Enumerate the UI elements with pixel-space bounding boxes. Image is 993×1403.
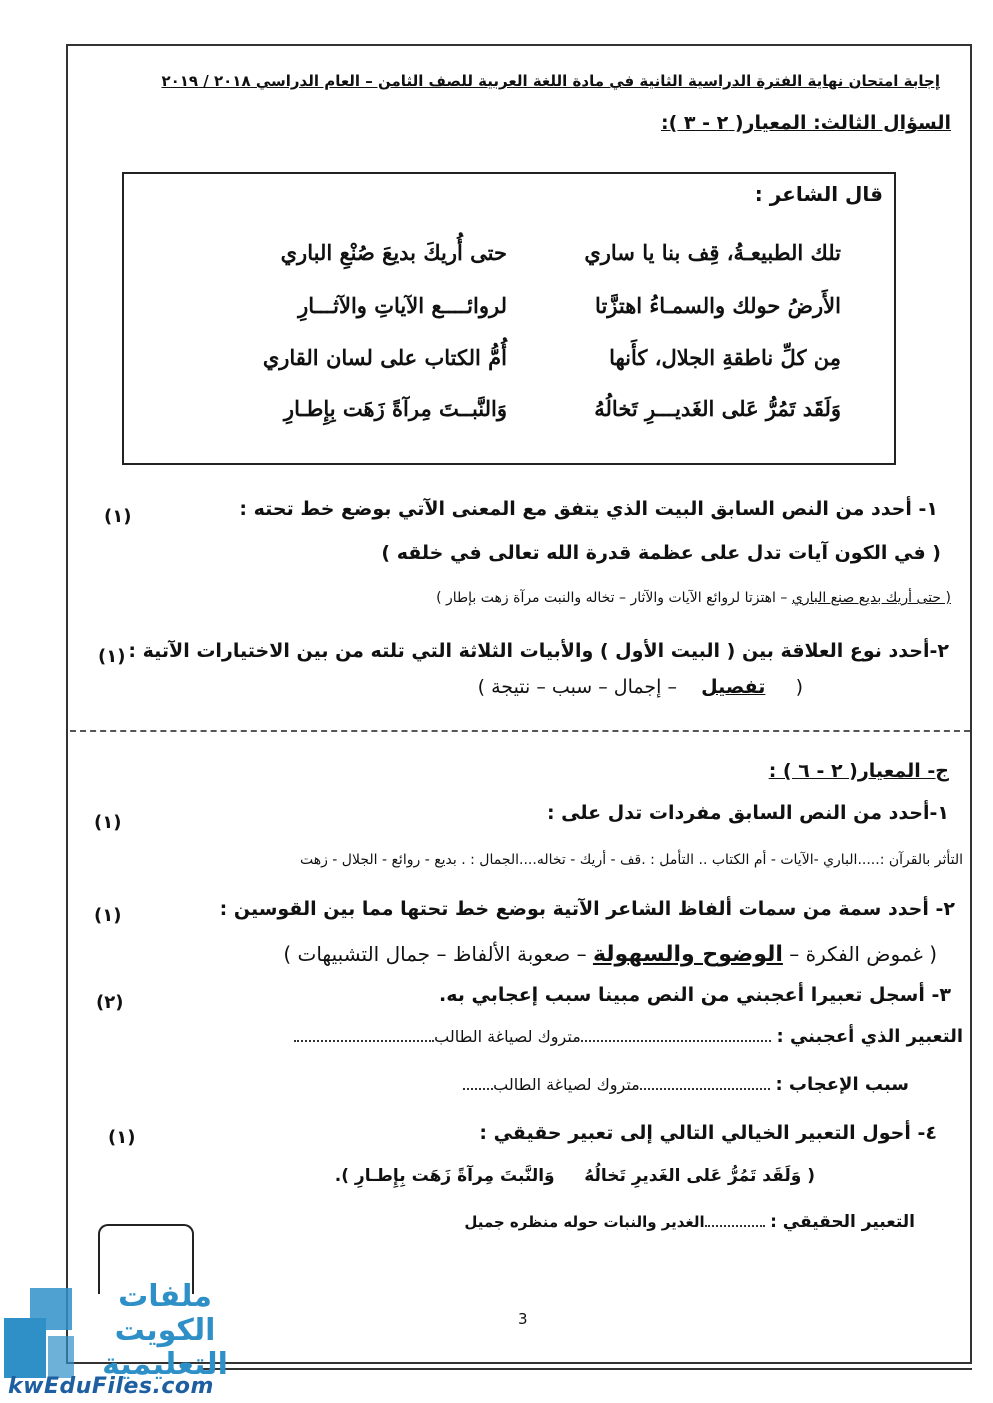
c4-quote: ( وَلَقَد تَمُرُّ عَلى الغَديرِ تَخالُهُ وَالنَّبتَ مِرآةً زَهَت بِإِطـارِ ). xyxy=(334,1166,815,1186)
c1-answer: التأثر بالقرآن :.....الباري -الآيات - أم الكتاب .. التأمل : .قف - أريك - تخاله....الجمال : . بديع - روائع - الجلال - زهت xyxy=(299,852,963,868)
c3-mark: (٢) xyxy=(96,992,124,1013)
c4-answer-line: التعبير الحقيقي : الغدير والنبات حوله منظره جميل xyxy=(464,1212,915,1232)
verse-1-right: تلك الطبيعـةُ، قِف بنا يا ساري xyxy=(584,240,841,265)
c1-mark: (١) xyxy=(94,812,122,833)
verse-3-left: أُمُّ الكتاب على لسان القاري xyxy=(262,345,507,370)
verse-4-left: وَالنَّبــتَ مِرآةً زَهَت بِإِطـارِ xyxy=(283,396,507,421)
poem-label: قال الشاعر : xyxy=(754,182,883,206)
c1-text: ١-أحدد من النص السابق مفردات تدل على : xyxy=(546,802,949,824)
verse-1-left: حتى أُريكَ بديعَ صُنْعِ الباري xyxy=(280,240,507,265)
c3-line-2: سبب الإعجاب : متروك لصياغة الطالب xyxy=(463,1074,909,1095)
exam-header: إجابة امتحان نهاية الفترة الدراسية الثانية في مادة اللغة العربية للصف الثامن – العام الدراسي ٢٠١٨ / ٢٠١٩ xyxy=(161,72,940,90)
q2-text: ٢-أحدد نوع العلاقة بين ( البيت الأول ) والأبيات الثلاثة التي تلته من بين الاختيارات الآتية : xyxy=(128,640,949,662)
c3-text: ٣- أسجل تعبيرا أعجبني من النص مبينا سبب إعجابي به. xyxy=(439,984,951,1006)
q2-mark: (١) xyxy=(98,646,126,667)
q2-answer: تفصيل xyxy=(701,676,766,698)
q1-meaning: ( في الكون آيات تدل على عظمة قدرة الله تعالى في خلقه ) xyxy=(381,542,941,564)
bottom-line xyxy=(200,1368,972,1370)
q1-mark: (١) xyxy=(104,506,132,527)
q1-option-3: تخاله والنبت مرآة زهت بإطار ) xyxy=(436,590,615,606)
q2-options: ( تفصيل – إجمال – سبب – نتيجة ) xyxy=(477,676,803,698)
watermark-url: kwEduFiles.com xyxy=(8,1374,214,1399)
c2-options: ( غموض الفكرة – الوضوح والسهولة – صعوبة الألفاظ – جمال التشبيهات ) xyxy=(283,942,937,967)
q1-option-2: اهتزتا لروائع الآيات والآثار xyxy=(630,590,776,606)
poem-box xyxy=(122,172,896,465)
verse-2-right: الأَرضُ حولك والسمـاءُ اهتزَّتا xyxy=(595,293,841,318)
watermark-blocks-icon xyxy=(4,1288,74,1378)
c2-text: ٢- أحدد سمة من سمات ألفاظ الشاعر الآتية بوضع خط تحتها مما بين القوسين : xyxy=(219,898,955,920)
c4-mark: (١) xyxy=(108,1127,136,1148)
watermark-logo xyxy=(0,1258,250,1398)
page-number: 3 xyxy=(518,1310,528,1328)
section-3-title: السؤال الثالث: المعيار( ٢ - ٣ ): xyxy=(661,112,951,134)
watermark-title: ملفات الكويت التعليمية xyxy=(102,1279,228,1382)
c2-answer: الوضوح والسهولة xyxy=(592,942,783,967)
verse-2-left: لروائــــع الآياتِ والآثـــارِ xyxy=(298,293,507,318)
q1-option-correct: ( حتى أريك بديع صنع الباري xyxy=(791,590,951,606)
q1-text: ١- أحدد من النص السابق البيت الذي يتفق مع المعنى الآتي بوضع خط تحته : xyxy=(239,498,938,520)
c3-line-1: التعبير الذي أعجبني : متروك لصياغة الطالب xyxy=(294,1026,963,1047)
verse-3-right: مِن كلِّ ناطقةِ الجلال، كأَنها xyxy=(609,345,841,370)
section-c-title: ج- المعيار( ٢ - ٦ ) : xyxy=(768,760,949,782)
q1-options: ( حتى أريك بديع صنع الباري – اهتزتا لروائع الآيات والآثار – تخاله والنبت مرآة زهت بإطار ) xyxy=(436,590,951,606)
section-divider xyxy=(70,730,970,732)
c2-mark: (١) xyxy=(94,905,122,926)
c4-text: ٤- أحول التعبير الخيالي التالي إلى تعبير حقيقي : xyxy=(479,1122,937,1144)
verse-4-right: وَلَقَد تَمُرُّ عَلى الغَديـــرِ تَخالُهُ xyxy=(594,396,841,421)
